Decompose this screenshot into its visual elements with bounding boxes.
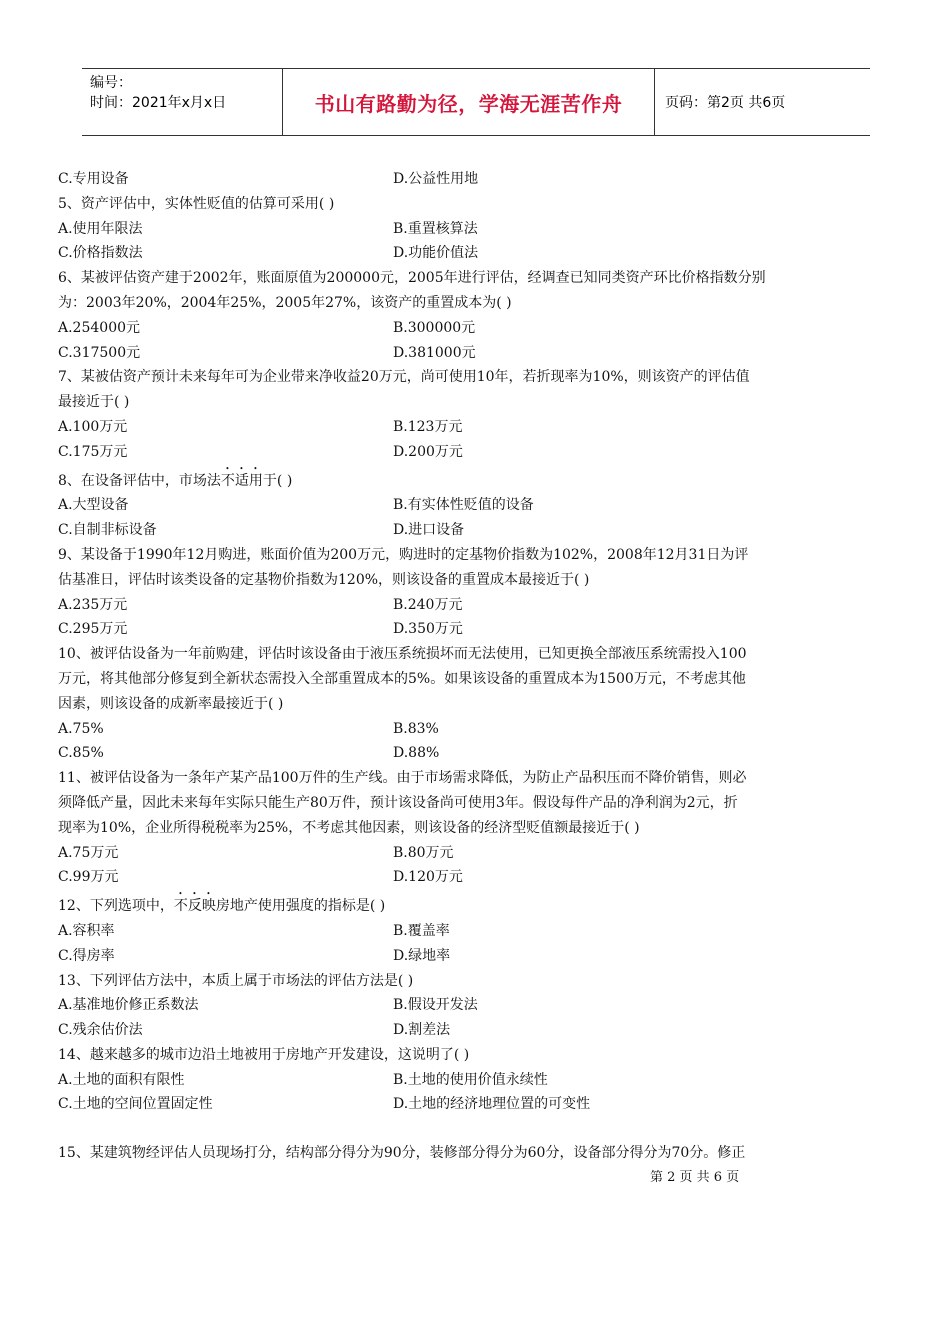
option-c: C.295万元 xyxy=(58,621,128,638)
question-11-line-1: 11、被评估设备为一条年产某产品100万件的生产线。由于市场需求降低，为防止产品积压而不降价销售，则必 xyxy=(58,770,747,787)
options-row xyxy=(58,440,892,465)
option-b: B.覆盖率 xyxy=(393,922,450,939)
option-d: D.公益性用地 xyxy=(393,171,479,187)
option-d: D.绿地率 xyxy=(393,947,451,964)
question-12-text: 12、下列选项中， xyxy=(58,898,174,915)
options-row xyxy=(58,241,892,266)
option-d: D.350万元 xyxy=(393,621,463,638)
spacer xyxy=(58,1117,892,1141)
option-c: C.残余估价法 xyxy=(58,1022,143,1039)
question-6-line-2: 为：2003年20%，2004年25%，2005年27%，该资产的重置成本为( ) xyxy=(58,294,512,311)
options-row xyxy=(58,993,892,1018)
options-row xyxy=(58,1018,892,1043)
question-9-line-2: 估基准日，评估时该类设备的定基物价指数为120%，则该设备的重置成本最接近于( ) xyxy=(58,571,590,588)
question-6-line-1: 6、某被评估资产建于2002年，账面原值为200000元，2005年进行评估，经调查已知同类资产环比价格指数分别 xyxy=(58,270,766,287)
question-12 xyxy=(58,890,892,919)
option-d: D.割差法 xyxy=(393,1022,451,1039)
page-header xyxy=(82,68,870,136)
question-8 xyxy=(58,465,892,494)
header-left-cell xyxy=(82,69,282,135)
option-a: A.254000元 xyxy=(58,319,141,336)
option-a: A.75万元 xyxy=(58,844,119,861)
option-d: D.土地的经济地理位置的可变性 xyxy=(393,1096,591,1113)
question-7-line-1: 7、某被估资产预计未来每年可为企业带来净收益20万元，尚可使用10年，若折现率为10%，则该资产的评估值 xyxy=(58,369,750,386)
option-a: A.基准地价修正系数法 xyxy=(58,997,199,1014)
option-c: C.317500元 xyxy=(58,344,141,361)
question-11-line-2: 须降低产量，因此未来每年实际只能生产80万件，预计该设备尚可使用3年。假设每件产品的净利润为2元，折 xyxy=(58,794,738,811)
options-row xyxy=(58,217,892,242)
question-8-text: 8、在设备评估中，市场法 xyxy=(58,472,221,489)
document-date: 时间：2021年x月x日 xyxy=(90,95,227,111)
document-number-label: 编号： xyxy=(90,75,132,91)
question-12-emphasis: 不反映 xyxy=(173,898,216,915)
option-b: B.土地的使用价值永续性 xyxy=(393,1071,548,1088)
option-c: C.175万元 xyxy=(58,443,128,460)
question-10-line-2: 万元，将其他部分修复到全新状态需投入全部重置成本的5%。如果该设备的重置成本为1500万元，不考虑其他 xyxy=(58,670,746,687)
option-c: C.得房率 xyxy=(58,947,115,964)
option-c: C.专用设备 xyxy=(58,171,129,187)
option-b: B.假设开发法 xyxy=(393,997,478,1014)
options-row xyxy=(58,865,892,890)
options-row xyxy=(58,518,892,543)
option-c: C.85% xyxy=(58,745,104,762)
header-page-info: 页码：第2页 共6页 xyxy=(665,95,786,111)
question-13: 13、下列评估方法中，本质上属于市场法的评估方法是( ) xyxy=(58,972,414,989)
option-d: D.功能价值法 xyxy=(393,245,479,262)
option-a: A.235万元 xyxy=(58,596,128,613)
option-c: C.99万元 xyxy=(58,869,119,886)
option-b: B.240万元 xyxy=(393,596,463,613)
option-d: D.381000元 xyxy=(393,344,476,361)
option-b: B.123万元 xyxy=(393,418,463,435)
option-d: D.200万元 xyxy=(393,443,463,460)
options-row xyxy=(58,341,892,366)
question-8-text-end: 于( ) xyxy=(262,472,293,489)
options-row xyxy=(58,1068,892,1093)
options-row xyxy=(58,593,892,618)
question-10-line-1: 10、被评估设备为一年前购建，评估时该设备由于液压系统损坏而无法使用，已知更换全部液压系统需投入100 xyxy=(58,646,747,663)
option-c: C.价格指数法 xyxy=(58,245,143,262)
option-b: B.300000元 xyxy=(393,319,476,336)
question-14: 14、越来越多的城市边沿土地被用于房地产开发建设，这说明了( ) xyxy=(58,1046,470,1063)
option-a: A.容积率 xyxy=(58,922,115,939)
options-row xyxy=(58,617,892,642)
question-15: 15、某建筑物经评估人员现场打分，结构部分得分为90分，装修部分得分为60分，设备部分得分为70分。修正 xyxy=(58,1145,746,1162)
question-9-line-1: 9、某设备于1990年12月购进，账面价值为200万元，购进时的定基物价指数为102%，2008年12月31日为评 xyxy=(58,546,749,563)
option-b: B.有实体性贬值的设备 xyxy=(393,497,534,514)
options-row xyxy=(58,316,892,341)
option-a: A.大型设备 xyxy=(58,497,129,514)
option-a: A.土地的面积有限性 xyxy=(58,1071,185,1088)
option-d: D.进口设备 xyxy=(393,522,465,539)
option-b: B.83% xyxy=(393,720,439,737)
options-row xyxy=(58,919,892,944)
option-c: C.自制非标设备 xyxy=(58,522,157,539)
option-d: D.88% xyxy=(393,745,440,762)
question-11-line-3: 现率为10%，企业所得税税率为25%，不考虑其他因素，则该设备的经济型贬值额最接近于( ) xyxy=(58,819,640,836)
options-row xyxy=(58,741,892,766)
question-10-line-3: 因素，则该设备的成新率最接近于( ) xyxy=(58,695,284,712)
option-d: D.120万元 xyxy=(393,869,463,886)
option-b: B.80万元 xyxy=(393,844,454,861)
exam-content xyxy=(58,167,892,1166)
header-motto: 书山有路勤为径，学海无涯苦作舟 xyxy=(282,69,655,135)
page-footer: 第 2 页 共 6 页 xyxy=(650,1170,740,1185)
question-7-line-2: 最接近于( ) xyxy=(58,394,130,411)
options-row xyxy=(58,415,892,440)
options-row xyxy=(58,167,892,192)
options-row xyxy=(58,493,892,518)
option-a: A.100万元 xyxy=(58,418,128,435)
option-c: C.土地的空间位置固定性 xyxy=(58,1096,213,1113)
question-8-emphasis: 不适用 xyxy=(220,472,263,489)
option-a: A.使用年限法 xyxy=(58,220,143,237)
option-a: A.75% xyxy=(58,720,104,737)
question-12-text-end: 房地产使用强度的指标是( ) xyxy=(215,898,386,915)
options-row xyxy=(58,841,892,866)
option-b: B.重置核算法 xyxy=(393,220,478,237)
options-row xyxy=(58,944,892,969)
options-row xyxy=(58,1092,892,1117)
options-row xyxy=(58,717,892,742)
question-5: 5、资产评估中，实体性贬值的估算可采用( ) xyxy=(58,195,335,212)
